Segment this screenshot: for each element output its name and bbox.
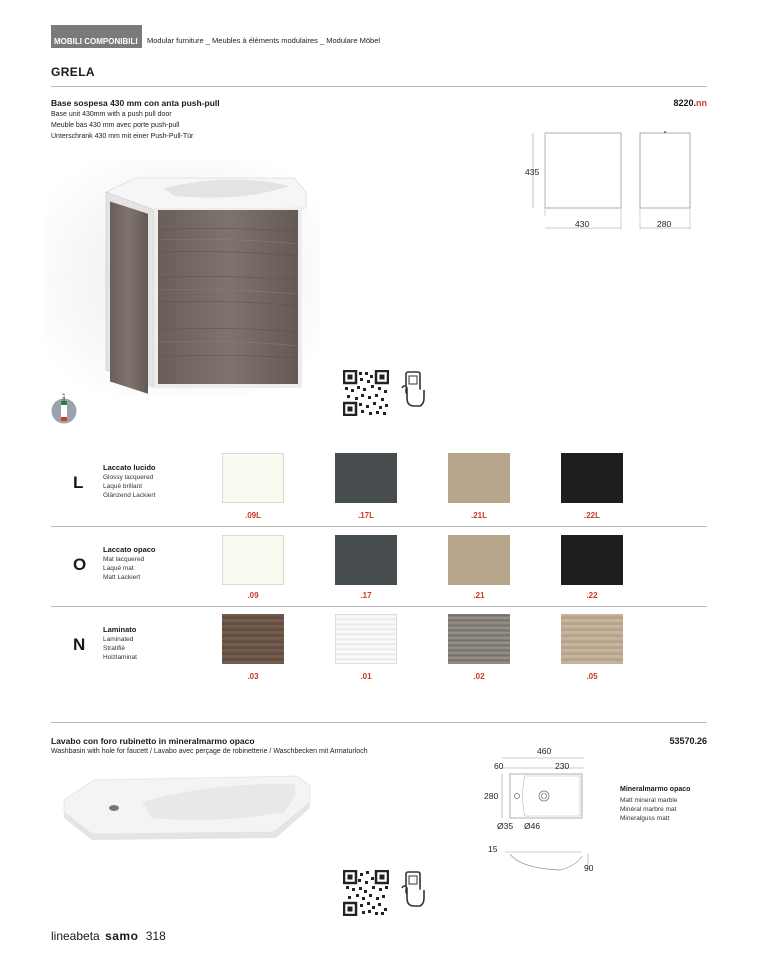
swatch-code: .05 — [586, 672, 598, 681]
color-swatch[interactable] — [222, 614, 284, 664]
section-divider — [51, 722, 707, 723]
product2-dim-hole1: Ø35 — [497, 821, 514, 831]
product2-dim-thickness: 15 — [488, 844, 498, 854]
italy-badge-label: ITALY — [61, 393, 66, 404]
color-swatch[interactable] — [335, 614, 397, 664]
color-swatch[interactable] — [448, 535, 510, 585]
product2-dim-width: 460 — [537, 746, 552, 756]
product1-dimension-drawing — [515, 126, 705, 236]
scan-phone-icon — [398, 370, 428, 410]
finish-title: Laminato — [103, 625, 137, 634]
finish-sub: Glossy lacquered — [103, 474, 154, 481]
finish-divider — [51, 526, 707, 527]
footer-brand — [51, 929, 166, 943]
product1-code: 8220.nn — [673, 98, 707, 108]
product2-dim-depth: 280 — [484, 791, 499, 801]
swatch-code: .03 — [247, 672, 259, 681]
page-title: GRELA — [51, 65, 95, 79]
finish-title: Laccato lucido — [103, 463, 156, 472]
product2-qr-code — [343, 870, 389, 916]
finish-divider — [51, 606, 707, 607]
product2-image — [62, 772, 312, 842]
swatch-code: .21 — [473, 591, 485, 600]
product1-dim-height: 435 — [525, 167, 540, 177]
product1-title: Base sospesa 430 mm con anta push-pull — [51, 98, 220, 108]
finish-sub: Laqué brillant — [103, 483, 143, 490]
product2-line: Washbasin with hole for faucett / Lavabo avec perçage de robinetterie / Waschbecken mit Armaturloch — [51, 748, 368, 755]
category-subtitle: Modular furniture _ Meubles à éléments modulaires _ Modulare Möbel — [147, 36, 381, 45]
finish-title: Laccato opaco — [103, 545, 156, 554]
swatch-code: .17 — [360, 591, 372, 600]
finish-sub: Laqué mat — [103, 565, 134, 572]
color-swatch[interactable] — [222, 453, 284, 503]
swatch-code: .09L — [244, 511, 261, 520]
finish-sub: Holzlaminat — [103, 654, 137, 661]
swatch-code: .09 — [247, 591, 259, 600]
product1-line-en: Base unit 430mm with a push pull door — [51, 111, 172, 118]
product2-dim-hole2: Ø46 — [524, 821, 541, 831]
material-sub: Matt mineral marble — [620, 797, 678, 804]
swatch-code: .22L — [583, 511, 600, 520]
finish-sub: Matt Lackiert — [103, 574, 141, 581]
swatch-code: .01 — [360, 672, 372, 681]
swatch-code: .22 — [586, 591, 598, 600]
color-swatch[interactable] — [448, 453, 510, 503]
finish-letter: O — [73, 555, 87, 574]
product2-code: 53570.26 — [669, 736, 707, 746]
product2-dim-bowl: 90 — [584, 863, 594, 873]
material-title: Mineralmarmo opaco — [620, 786, 691, 793]
swatch-code: .21L — [470, 511, 487, 520]
finish-sub: Glänzend Lackiert — [103, 492, 156, 499]
product1-dim-width: 430 — [575, 219, 590, 229]
scan-phone-icon — [398, 870, 428, 910]
finish-sub: Laminated — [103, 636, 134, 643]
color-swatch[interactable] — [448, 614, 510, 664]
material-sub: Mineralguss matt — [620, 815, 670, 822]
page-number: 318 — [145, 929, 166, 943]
color-swatch[interactable] — [561, 453, 623, 503]
color-swatch[interactable] — [561, 535, 623, 585]
product1-line-de: Unterschrank 430 mm mit einer Push-Pull-Tür — [51, 133, 194, 140]
product1-qr-code — [343, 370, 389, 416]
color-swatch[interactable] — [335, 453, 397, 503]
color-swatch[interactable] — [222, 535, 284, 585]
swatch-code: .02 — [473, 672, 485, 681]
material-sub: Minéral marbre mat — [620, 806, 677, 813]
product1-line-fr: Meuble bas 430 mm avec porte push-pull — [51, 122, 180, 129]
finish-sub: Stratifiè — [103, 645, 126, 652]
product2-dim-left: 60 — [494, 761, 504, 771]
brand-logo: samo — [105, 929, 139, 943]
swatch-code: .17L — [357, 511, 374, 520]
product2-dim-right: 230 — [555, 761, 570, 771]
brand-prefix: lineabeta — [51, 929, 100, 943]
header-divider — [51, 86, 707, 87]
finish-letter: N — [73, 635, 86, 654]
finish-letter: L — [73, 473, 84, 492]
color-swatch[interactable] — [561, 614, 623, 664]
product2-title: Lavabo con foro rubinetto in mineralmarmo opaco — [51, 736, 255, 746]
color-swatch[interactable] — [335, 535, 397, 585]
product1-dim-depth: 280 — [657, 219, 672, 229]
finish-sub: Mat lacquered — [103, 556, 145, 563]
product1-image — [44, 160, 320, 395]
category-tab: MOBILI COMPONIBILI — [51, 25, 142, 48]
